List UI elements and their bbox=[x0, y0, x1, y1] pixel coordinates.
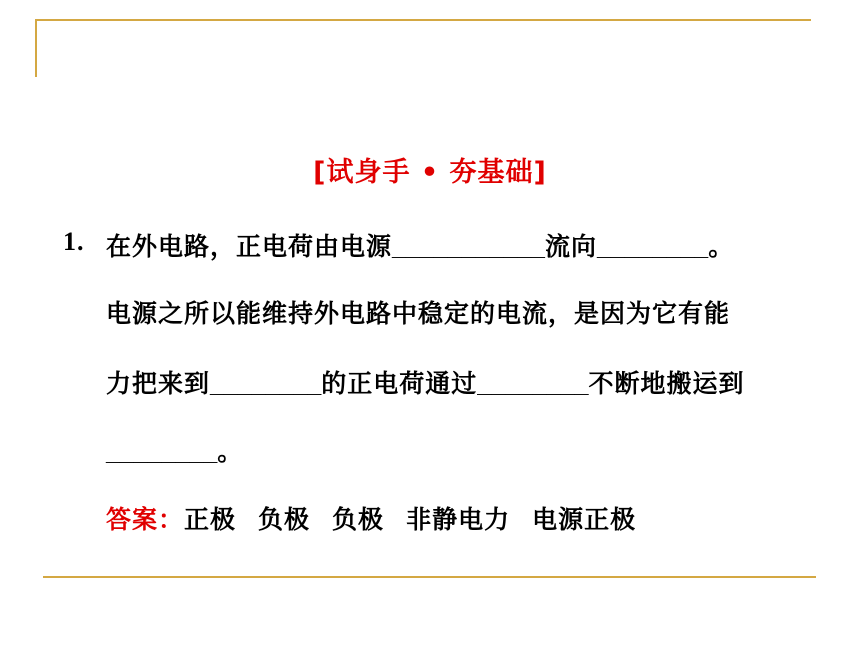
top-rule bbox=[35, 19, 811, 21]
blank: ________ bbox=[596, 233, 709, 261]
question-line-3 bbox=[106, 364, 745, 400]
answer-line bbox=[106, 500, 636, 536]
question-text: 在外电路，正电荷由电源 bbox=[106, 232, 393, 261]
question-text: 不断地搬运到 bbox=[588, 369, 745, 398]
question-line-1 bbox=[106, 227, 734, 263]
answer-item: 正极 bbox=[184, 505, 237, 534]
question-line-2: 电源之所以能维持外电路中稳定的电流，是因为它有能 bbox=[106, 299, 731, 328]
question-text: 力把来到 bbox=[106, 369, 211, 398]
punctuation: 。 bbox=[217, 437, 244, 466]
blank: ________ bbox=[477, 370, 589, 398]
section-heading: [试身手 • 夯基础] bbox=[313, 157, 547, 188]
answer-item: 非静电力 bbox=[406, 505, 511, 534]
answer-label: 答案： bbox=[106, 505, 185, 534]
blank: ________ bbox=[210, 370, 322, 398]
blank: ___________ bbox=[392, 233, 545, 261]
punctuation: 。 bbox=[708, 232, 735, 261]
answer-item: 负极 bbox=[258, 505, 311, 534]
question-line-4 bbox=[106, 432, 243, 468]
question-text: 的正电荷通过 bbox=[321, 369, 478, 398]
left-rule bbox=[35, 19, 37, 77]
answer-item: 电源正极 bbox=[532, 505, 637, 534]
blank: ________ bbox=[106, 438, 218, 466]
bottom-rule bbox=[43, 576, 816, 578]
answer-item: 负极 bbox=[332, 505, 385, 534]
question-text: 流向 bbox=[544, 232, 597, 261]
question-number: 1. bbox=[63, 227, 85, 256]
